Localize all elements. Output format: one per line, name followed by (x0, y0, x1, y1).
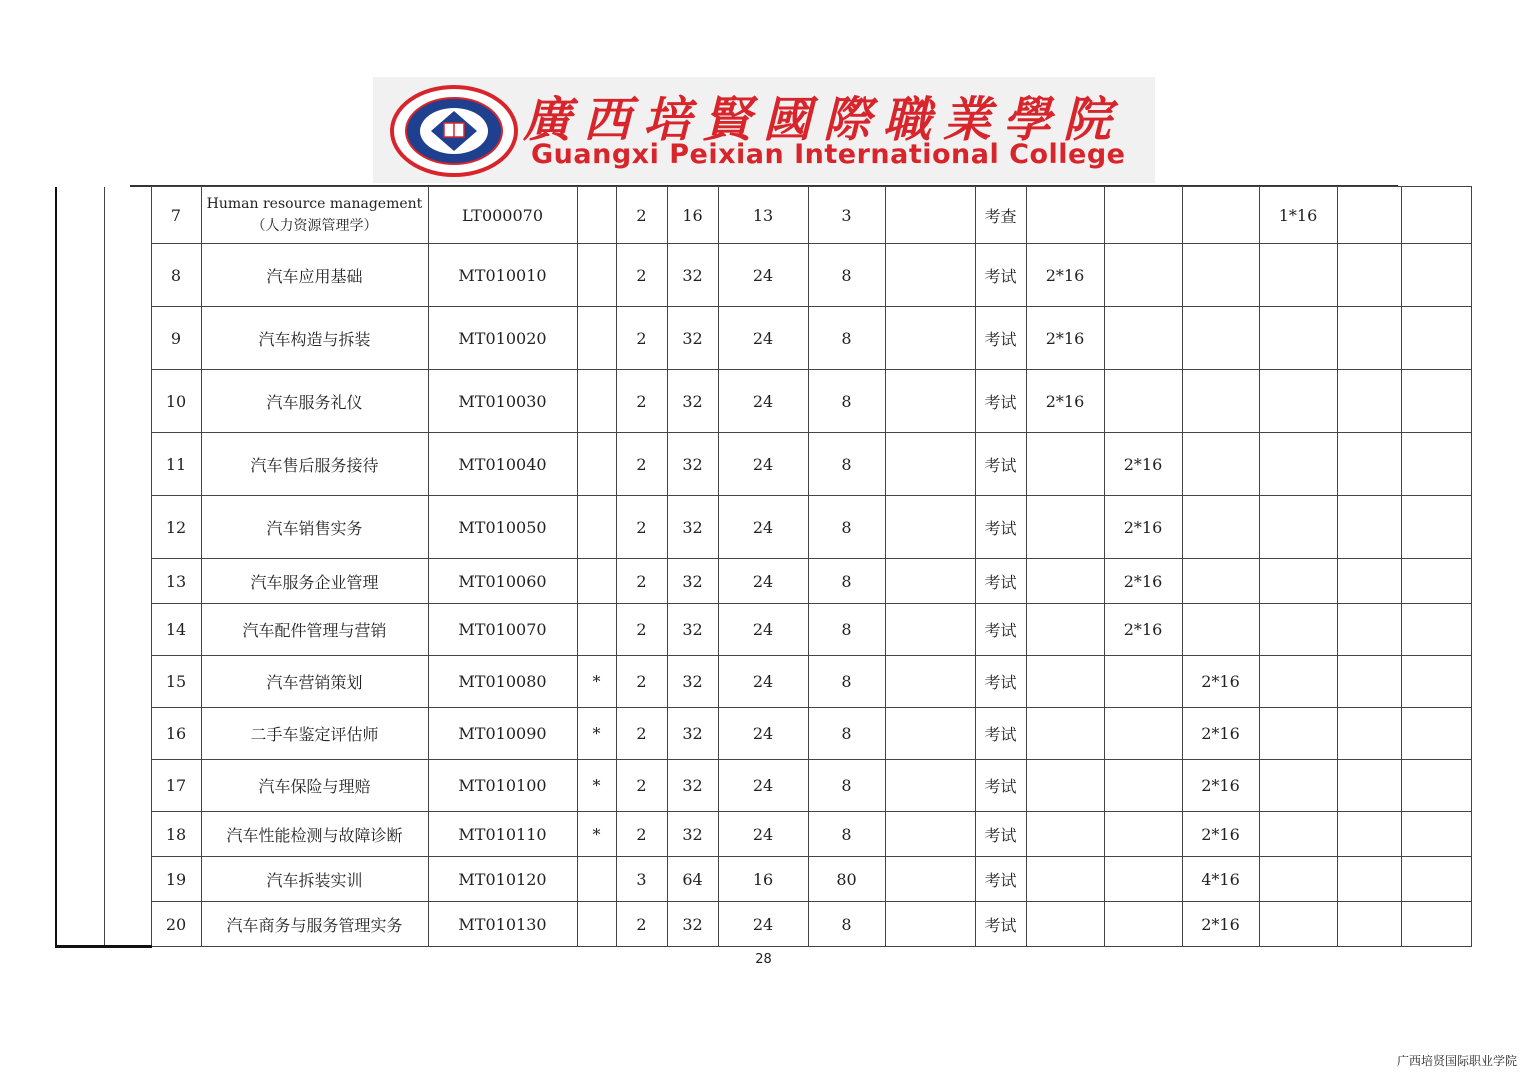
cell-credit: 2 (616, 244, 667, 307)
cell-theory: 24 (718, 559, 808, 604)
course-rows (56, 187, 1471, 947)
cell-total: 32 (667, 812, 718, 857)
cell-practice: 8 (808, 370, 885, 433)
cell-s6 (1401, 187, 1471, 244)
cell-name: 汽车营销策划 (201, 656, 428, 708)
cell-practice: 8 (808, 559, 885, 604)
cell-s3: 2*16 (1182, 656, 1259, 708)
table-row (56, 244, 1471, 307)
cell-assess: 考试 (975, 370, 1026, 433)
cell-mark (577, 496, 616, 559)
cell-name: 汽车售后服务接待 (201, 433, 428, 496)
cell-practice: 80 (808, 857, 885, 902)
cell-s3 (1182, 559, 1259, 604)
cell-total: 32 (667, 307, 718, 370)
cell-name: 汽车性能检测与故障诊断 (201, 812, 428, 857)
cell-theory: 24 (718, 370, 808, 433)
table-row (56, 370, 1471, 433)
cell-s3 (1182, 496, 1259, 559)
course-schedule-table (55, 186, 1472, 948)
cell-name: 汽车服务礼仪 (201, 370, 428, 433)
cell-credit: 2 (616, 656, 667, 708)
cell-s3 (1182, 244, 1259, 307)
cell-name: 汽车商务与服务管理实务 (201, 902, 428, 947)
cell-s1 (1026, 708, 1104, 760)
college-seal-logo (389, 85, 519, 177)
cell-credit: 2 (616, 433, 667, 496)
cell-s5 (1337, 370, 1401, 433)
cell-no: 11 (151, 433, 201, 496)
cell-name: 汽车拆装实训 (201, 857, 428, 902)
cell-no: 19 (151, 857, 201, 902)
cell-practice: 8 (808, 812, 885, 857)
cell-s3: 2*16 (1182, 902, 1259, 947)
cell-assess: 考试 (975, 244, 1026, 307)
table-row (56, 604, 1471, 656)
cell-s1 (1026, 187, 1104, 244)
cell-s6 (1401, 656, 1471, 708)
cell-theory: 24 (718, 307, 808, 370)
cell-extra (885, 708, 975, 760)
cell-s6 (1401, 496, 1471, 559)
cell-s2 (1104, 244, 1182, 307)
cell-total: 32 (667, 760, 718, 812)
cell-s1 (1026, 902, 1104, 947)
cell-extra (885, 496, 975, 559)
cell-credit: 2 (616, 812, 667, 857)
cell-mark (577, 187, 616, 244)
cell-extra (885, 244, 975, 307)
cell-mark: * (577, 760, 616, 812)
cell-code: MT010070 (428, 604, 577, 656)
cell-code: MT010120 (428, 857, 577, 902)
cell-s6 (1401, 433, 1471, 496)
cell-s5 (1337, 708, 1401, 760)
cell-total: 32 (667, 244, 718, 307)
cell-credit: 2 (616, 604, 667, 656)
cell-mark (577, 604, 616, 656)
cell-s5 (1337, 559, 1401, 604)
table-row (56, 760, 1471, 812)
cell-s3 (1182, 187, 1259, 244)
cell-s6 (1401, 812, 1471, 857)
cell-no: 18 (151, 812, 201, 857)
cell-no: 8 (151, 244, 201, 307)
cell-name: 汽车配件管理与营销 (201, 604, 428, 656)
cell-s4 (1259, 812, 1337, 857)
cell-s1 (1026, 496, 1104, 559)
cell-code: MT010020 (428, 307, 577, 370)
cell-s1 (1026, 604, 1104, 656)
cell-credit: 2 (616, 496, 667, 559)
cell-mark (577, 559, 616, 604)
cell-practice: 3 (808, 187, 885, 244)
cell-no: 13 (151, 559, 201, 604)
cell-code: MT010050 (428, 496, 577, 559)
cell-no: 10 (151, 370, 201, 433)
cell-extra (885, 656, 975, 708)
cell-extra (885, 187, 975, 244)
cell-s2 (1104, 656, 1182, 708)
cell-credit: 2 (616, 760, 667, 812)
cell-no: 16 (151, 708, 201, 760)
cell-practice: 8 (808, 656, 885, 708)
cell-mark (577, 902, 616, 947)
cell-s4 (1259, 370, 1337, 433)
cell-s5 (1337, 244, 1401, 307)
cell-no: 17 (151, 760, 201, 812)
cell-assess: 考试 (975, 307, 1026, 370)
cell-credit: 2 (616, 902, 667, 947)
cell-code: MT010080 (428, 656, 577, 708)
cell-s6 (1401, 370, 1471, 433)
cell-total: 64 (667, 857, 718, 902)
cell-s2 (1104, 708, 1182, 760)
cell-s4 (1259, 604, 1337, 656)
cell-practice: 8 (808, 604, 885, 656)
cell-s1 (1026, 656, 1104, 708)
cell-s4 (1259, 902, 1337, 947)
cell-s5 (1337, 433, 1401, 496)
cell-practice: 8 (808, 433, 885, 496)
college-name-chinese: 廣西培賢國際職業學院 (523, 92, 1124, 148)
cell-theory: 24 (718, 604, 808, 656)
cell-theory: 24 (718, 656, 808, 708)
cell-assess: 考试 (975, 760, 1026, 812)
cell-mark: * (577, 708, 616, 760)
table-row (56, 559, 1471, 604)
cell-s5 (1337, 496, 1401, 559)
cell-code: MT010130 (428, 902, 577, 947)
cell-s4 (1259, 857, 1337, 902)
cell-s3: 2*16 (1182, 708, 1259, 760)
cell-name: 汽车保险与理赔 (201, 760, 428, 812)
table-row (56, 902, 1471, 947)
cell-s2: 2*16 (1104, 433, 1182, 496)
cell-code: MT010090 (428, 708, 577, 760)
cell-s1: 2*16 (1026, 307, 1104, 370)
table-row (56, 857, 1471, 902)
cell-s2 (1104, 857, 1182, 902)
cell-s2: 2*16 (1104, 496, 1182, 559)
cell-s4 (1259, 496, 1337, 559)
subcategory-cell (104, 187, 151, 947)
cell-s5 (1337, 812, 1401, 857)
cell-code: MT010110 (428, 812, 577, 857)
cell-s1: 2*16 (1026, 370, 1104, 433)
cell-theory: 16 (718, 857, 808, 902)
cell-s6 (1401, 760, 1471, 812)
cell-no: 12 (151, 496, 201, 559)
cell-extra (885, 604, 975, 656)
cell-assess: 考查 (975, 187, 1026, 244)
cell-s4 (1259, 656, 1337, 708)
cell-name: 汽车服务企业管理 (201, 559, 428, 604)
cell-total: 32 (667, 370, 718, 433)
cell-mark (577, 244, 616, 307)
cell-theory: 24 (718, 708, 808, 760)
cell-extra (885, 812, 975, 857)
cell-no: 7 (151, 187, 201, 244)
cell-theory: 24 (718, 760, 808, 812)
cell-total: 32 (667, 433, 718, 496)
cell-practice: 8 (808, 307, 885, 370)
cell-s3: 2*16 (1182, 760, 1259, 812)
cell-total: 32 (667, 708, 718, 760)
cell-code: MT010040 (428, 433, 577, 496)
cell-assess: 考试 (975, 708, 1026, 760)
cell-practice: 8 (808, 244, 885, 307)
cell-s2 (1104, 187, 1182, 244)
cell-assess: 考试 (975, 496, 1026, 559)
cell-s4 (1259, 244, 1337, 307)
cell-s2: 2*16 (1104, 559, 1182, 604)
cell-s3 (1182, 604, 1259, 656)
cell-name: 二手车鉴定评估师 (201, 708, 428, 760)
cell-total: 32 (667, 656, 718, 708)
cell-practice: 8 (808, 902, 885, 947)
cell-s6 (1401, 604, 1471, 656)
cell-extra (885, 370, 975, 433)
cell-no: 9 (151, 307, 201, 370)
cell-credit: 2 (616, 370, 667, 433)
cell-s4 (1259, 708, 1337, 760)
cell-s3: 2*16 (1182, 812, 1259, 857)
cell-theory: 24 (718, 244, 808, 307)
cell-s1: 2*16 (1026, 244, 1104, 307)
cell-extra (885, 857, 975, 902)
cell-name: 汽车应用基础 (201, 244, 428, 307)
cell-mark (577, 370, 616, 433)
cell-theory: 24 (718, 433, 808, 496)
cell-assess: 考试 (975, 812, 1026, 857)
cell-s6 (1401, 857, 1471, 902)
cell-s2 (1104, 370, 1182, 433)
cell-s2 (1104, 812, 1182, 857)
cell-theory: 13 (718, 187, 808, 244)
cell-s1 (1026, 433, 1104, 496)
table-row (56, 496, 1471, 559)
table-row (56, 433, 1471, 496)
cell-extra (885, 307, 975, 370)
cell-mark: * (577, 656, 616, 708)
cell-credit: 2 (616, 187, 667, 244)
cell-s4 (1259, 307, 1337, 370)
cell-credit: 3 (616, 857, 667, 902)
cell-assess: 考试 (975, 604, 1026, 656)
cell-s5 (1337, 307, 1401, 370)
cell-code: MT010100 (428, 760, 577, 812)
cell-extra (885, 760, 975, 812)
cell-extra (885, 559, 975, 604)
cell-s2 (1104, 760, 1182, 812)
cell-s5 (1337, 857, 1401, 902)
cell-s1 (1026, 857, 1104, 902)
college-name-english: Guangxi Peixian International College (531, 139, 1126, 170)
cell-s4: 1*16 (1259, 187, 1337, 244)
college-banner (373, 77, 1155, 183)
cell-total: 32 (667, 604, 718, 656)
cell-name: 汽车销售实务 (201, 496, 428, 559)
cell-s5 (1337, 187, 1401, 244)
cell-total: 16 (667, 187, 718, 244)
table-row (56, 187, 1471, 244)
cell-name: Human resource management（人力资源管理学） (201, 187, 428, 244)
cell-mark (577, 307, 616, 370)
cell-s4 (1259, 433, 1337, 496)
cell-s5 (1337, 760, 1401, 812)
cell-code: MT010010 (428, 244, 577, 307)
table-row (56, 307, 1471, 370)
cell-s2: 2*16 (1104, 604, 1182, 656)
cell-s1 (1026, 760, 1104, 812)
cell-assess: 考试 (975, 902, 1026, 947)
cell-credit: 2 (616, 307, 667, 370)
cell-s1 (1026, 559, 1104, 604)
cell-mark (577, 433, 616, 496)
cell-assess: 考试 (975, 559, 1026, 604)
cell-theory: 24 (718, 812, 808, 857)
cell-s4 (1259, 559, 1337, 604)
cell-total: 32 (667, 559, 718, 604)
cell-code: MT010060 (428, 559, 577, 604)
table-row (56, 656, 1471, 708)
cell-extra (885, 902, 975, 947)
cell-practice: 8 (808, 708, 885, 760)
cell-s6 (1401, 559, 1471, 604)
cell-no: 20 (151, 902, 201, 947)
cell-s3 (1182, 370, 1259, 433)
cell-s6 (1401, 902, 1471, 947)
cell-no: 14 (151, 604, 201, 656)
cell-s3 (1182, 307, 1259, 370)
category-cell (56, 187, 104, 947)
cell-assess: 考试 (975, 433, 1026, 496)
cell-extra (885, 433, 975, 496)
cell-mark: * (577, 812, 616, 857)
cell-practice: 8 (808, 496, 885, 559)
cell-s3 (1182, 433, 1259, 496)
page-number: 28 (755, 952, 772, 967)
cell-s1 (1026, 812, 1104, 857)
cell-s2 (1104, 902, 1182, 947)
cell-s5 (1337, 656, 1401, 708)
cell-s2 (1104, 307, 1182, 370)
cell-s6 (1401, 708, 1471, 760)
cell-total: 32 (667, 496, 718, 559)
cell-no: 15 (151, 656, 201, 708)
cell-total: 32 (667, 902, 718, 947)
cell-theory: 24 (718, 902, 808, 947)
cell-s5 (1337, 604, 1401, 656)
cell-s6 (1401, 307, 1471, 370)
cell-assess: 考试 (975, 656, 1026, 708)
cell-s6 (1401, 244, 1471, 307)
cell-theory: 24 (718, 496, 808, 559)
table-row (56, 812, 1471, 857)
cell-assess: 考试 (975, 857, 1026, 902)
cell-practice: 8 (808, 760, 885, 812)
cell-s3: 4*16 (1182, 857, 1259, 902)
cell-code: LT000070 (428, 187, 577, 244)
cell-code: MT010030 (428, 370, 577, 433)
cell-credit: 2 (616, 708, 667, 760)
footer-college-name: 广西培贤国际职业学院 (1396, 1054, 1517, 1068)
cell-name: 汽车构造与拆装 (201, 307, 428, 370)
cell-mark (577, 857, 616, 902)
cell-credit: 2 (616, 559, 667, 604)
cell-s5 (1337, 902, 1401, 947)
table-row (56, 708, 1471, 760)
cell-s4 (1259, 760, 1337, 812)
